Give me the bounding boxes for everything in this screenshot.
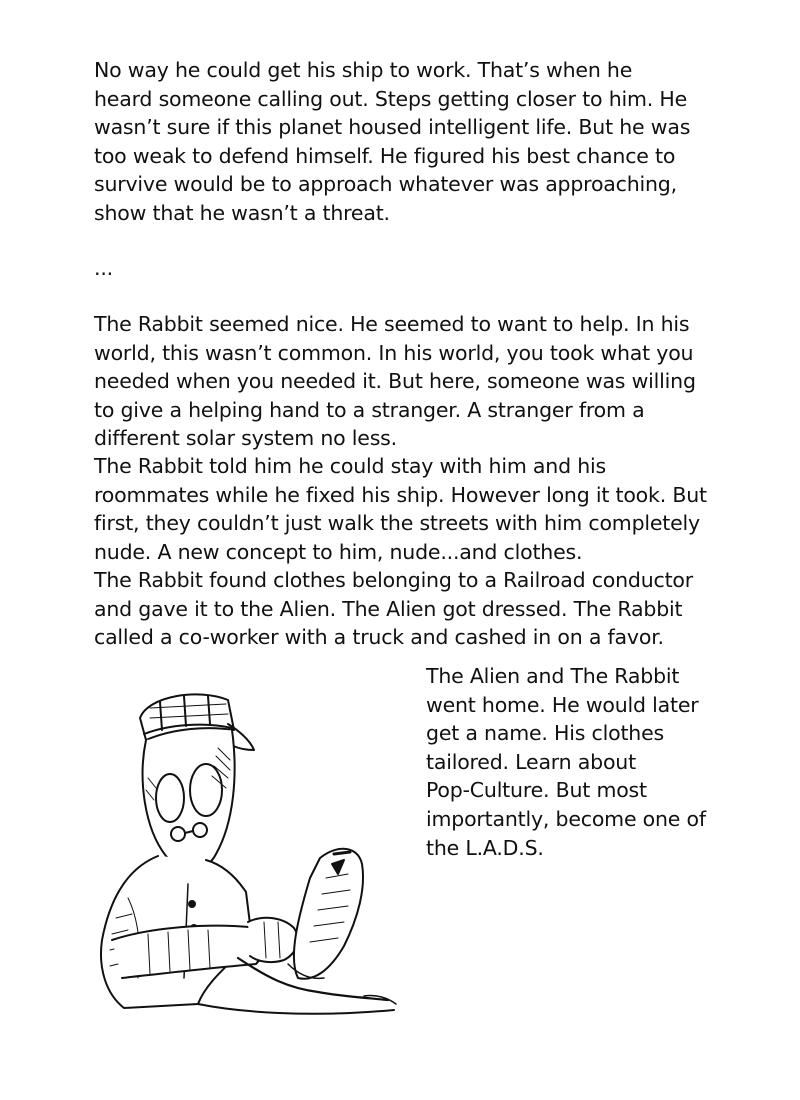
story-paragraph-2: The Rabbit seemed nice. He seemed to want to help. In his world, this wasn’t common. In his world, you took what you needed when you needed it. But here, someone was willing to give a helping hand to a stranger. A stranger from a different solar system no less. <box>94 312 696 451</box>
alien-conductor-illustration <box>88 678 410 1028</box>
story-paragraph-3: The Rabbit told him he could stay with him and his roommates while he fixed his ship. However long it took. But first, they couldn’t just walk the streets with him completely nude. A new concept to him, nude...and clothes. <box>94 454 707 564</box>
alien-hand <box>248 918 298 962</box>
story-paragraph-5: The Alien and The Rabbit went home. He would later get a name. His clothes tailored. Learn about Pop-Culture. But most importantly, become one of the L.A.D.S. <box>426 664 706 860</box>
alien-arm <box>112 926 263 978</box>
alien-drawing-icon <box>88 678 410 1028</box>
story-paragraph-4: The Rabbit found clothes belonging to a Railroad conductor and gave it to the Alien. The Alien got dressed. The Rabbit called a co-worker with a truck and cashed in on a favor. <box>94 568 694 650</box>
section-separator: ... <box>94 256 113 280</box>
alien-leg-lower <box>198 1004 394 1014</box>
story-paragraph-1: No way he could get his ship to work. That’s when he heard someone calling out. Steps getting closer to him. He wasn’t sure if this planet housed intelligent life. But he was too weak to defend himself. He figured his best chance to survive would be to approach whatever was approaching, show that he wasn’t a threat. <box>94 58 691 225</box>
alien-boot <box>294 849 363 979</box>
